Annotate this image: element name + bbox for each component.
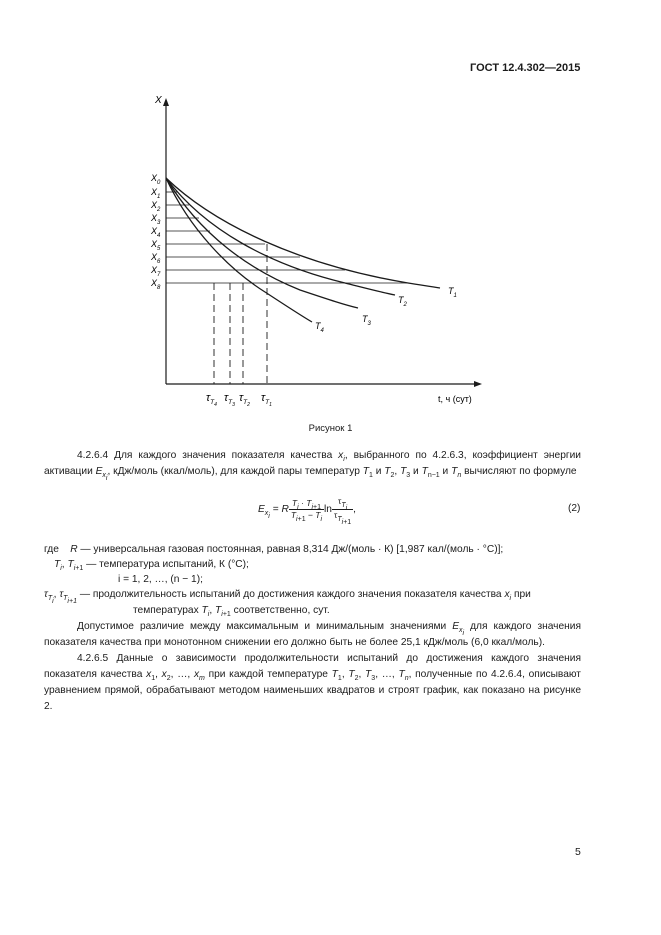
where-tau: $\tau_{T_i}$, $\tau_{T_{i+1}}$ — продолжительность испытаний до достижения каждого значения показателя качества $x_i$ при (44, 589, 531, 605)
page-number: 5 (575, 846, 581, 858)
paragraph-4-2-6-5: 4.2.6.5 Данные о зависимости продолжительности испытаний до достижения каждого значения показателя качества $x_1$, $x_2$, …, $x_m$ при каждой температуре $T_1$, $T_2$, $T_3$, …, $T_n$, полученные по 4.2.6.4, описывают уравнением прямой, обрабатывают методом наименьших квадратов и строят график, как показано на рисунке 2. (44, 653, 581, 712)
y-tick-x0: $X_0$ (151, 173, 161, 186)
curve-t4 (166, 178, 312, 322)
curve-label-t2: $T_2$ (398, 295, 407, 308)
x-tick-tau-t1: $\tau_{T_1}$ (261, 392, 272, 408)
y-tick-x5: $X_5$ (151, 239, 161, 252)
x-tick-tau-t4: $\tau_{T_4}$ (206, 392, 217, 408)
equation-number: (2) (568, 503, 581, 514)
y-axis-label: X (155, 95, 162, 106)
curve-label-t3: $T_3$ (362, 314, 371, 327)
y-tick-x8: $X_8$ (151, 278, 161, 291)
x-tick-tau-t2: $\tau_{T_2}$ (239, 392, 250, 408)
y-tick-x1: $X_1$ (151, 187, 161, 200)
where-tau-cont: температурах $T_i$, $T_{i+1}$ соответственно, сут. (133, 605, 330, 618)
where-i: i = 1, 2, …, (n − 1); (118, 574, 203, 585)
y-axis-arrow (163, 98, 169, 106)
curve-t2 (166, 178, 395, 295)
formula-2: $E_{x_i} = R$ $\frac{T_i \cdot T_{i+1}}{T_{i+1} - T_i}$ ln $\frac{\tau_{T_i}}{\tau_{T_{i+1}}}$ , (258, 496, 357, 526)
figure-caption: Рисунок 1 (308, 423, 353, 434)
standard-header: ГОСТ 12.4.302—2015 (470, 62, 581, 74)
paragraph-permissible-difference: Допустимое различие между максимальным и минимальным значениями $E_{x_i}$ для каждого значения показателя качества при монотонном снижении его должно быть не более 25,1 кДж/моль (6,0 ккал/моль). (44, 621, 581, 648)
y-tick-x4: $X_4$ (151, 226, 161, 239)
x-tick-tau-t3: $\tau_{T_3}$ (224, 392, 235, 408)
curve-t3 (166, 178, 358, 308)
curve-label-t4: $T_4$ (315, 321, 324, 334)
where-r: где R — универсальная газовая постоянная, равная 8,314 Дж/(моль · К) [1,987 кал/(моль · °С)]; (44, 544, 504, 555)
curve-label-t1: $T_1$ (448, 286, 457, 299)
figure-1-plot (0, 0, 661, 440)
x-axis-arrow (474, 381, 482, 387)
x-axis-label: t, ч (сут) (438, 394, 472, 404)
y-tick-x3: $X_3$ (151, 213, 161, 226)
y-tick-x6: $X_6$ (151, 252, 161, 265)
curve-t1 (166, 178, 440, 288)
where-t: $T_i$, $T_{i+1}$ — температура испытаний, К (°С); (54, 559, 249, 572)
y-tick-x7: $X_7$ (151, 265, 161, 278)
y-tick-x2: $X_2$ (151, 200, 161, 213)
paragraph-4-2-6-4: 4.2.6.4 Для каждого значения показателя качества $x_i$, выбранного по 4.2.6.3, коэффициент энергии активации $E_{x_i}$, кДж/моль (ккал/моль), для каждой пары температур $T_1$ и $T_2$, $T_3$ и $T_{n-1}$ и $T_n$ вычисляют по формуле (44, 450, 581, 482)
